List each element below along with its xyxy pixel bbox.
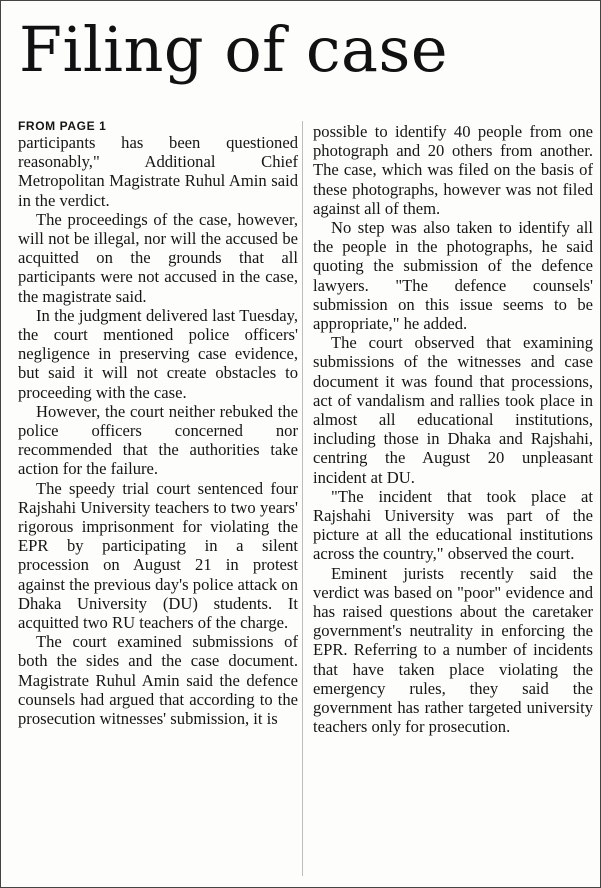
paragraph: However, the court neither rebuked the police officers concerned nor recommended that the authorities take action for the failure. xyxy=(18,401,298,479)
paragraph: Eminent jurists recently said the verdict was based on "poor" evidence and has raised questions about the caretaker government's neutrality in enforcing the EPR. Referring to a number of incidents that have taken place violating the emergency rules, they said the government has rather targeted university teachers only for prosecution. xyxy=(313,563,593,737)
continuation-kicker: FROM PAGE 1 xyxy=(18,119,107,133)
column-divider xyxy=(302,121,303,876)
paragraph: The proceedings of the case, however, will not be illegal, nor will the accused be acquitted on the grounds that all participants were not accused in the case, the magistrate said. xyxy=(18,209,298,306)
paragraph: In the judgment delivered last Tuesday, the court mentioned police officers' negligence in preserving case evidence, but said it will not create obstacles to proceeding with the case. xyxy=(18,305,298,402)
left-column xyxy=(18,119,298,881)
paragraph: No step was also taken to identify all the people in the photographs, he said quoting the submission of the defence lawyers. "The defence counsels' submission on this issue seems to be appropriate," he added. xyxy=(313,218,593,334)
paragraph: "The incident that took place at Rajshahi University was part of the picture at all the educational institutions across the country," observed the court. xyxy=(313,486,593,564)
headline: Filing of case xyxy=(19,13,449,86)
paragraph: participants has been questioned reasonably," Additional Chief Metropolitan Magistrate Ruhul Amin said in the verdict. xyxy=(18,133,298,210)
right-column xyxy=(313,122,593,884)
paragraph: The court observed that examining submissions of the witnesses and case document it was found that processions, act of vandalism and rallies took place in almost all educational institutions, including those in Dhaka and Rajshahi, centring the August 20 unpleasant incident at DU. xyxy=(313,333,593,487)
paragraph: possible to identify 40 people from one photograph and 20 others from another. The case, which was filed on the basis of these photographs, however was not filed against all of them. xyxy=(313,122,593,218)
paragraph: The speedy trial court sentenced four Rajshahi University teachers to two years' rigorous imprisonment for violating the EPR by participating in a silent procession on August 21 in protest against the previous day's police attack on Dhaka University (DU) students. It acquitted two RU teachers of the charge. xyxy=(18,478,298,633)
paragraph: The court examined submissions of both the sides and the case document. Magistrate Ruhul Amin said the defence counsels had argued that according to the prosecution witnesses' submission, it is xyxy=(18,632,298,729)
